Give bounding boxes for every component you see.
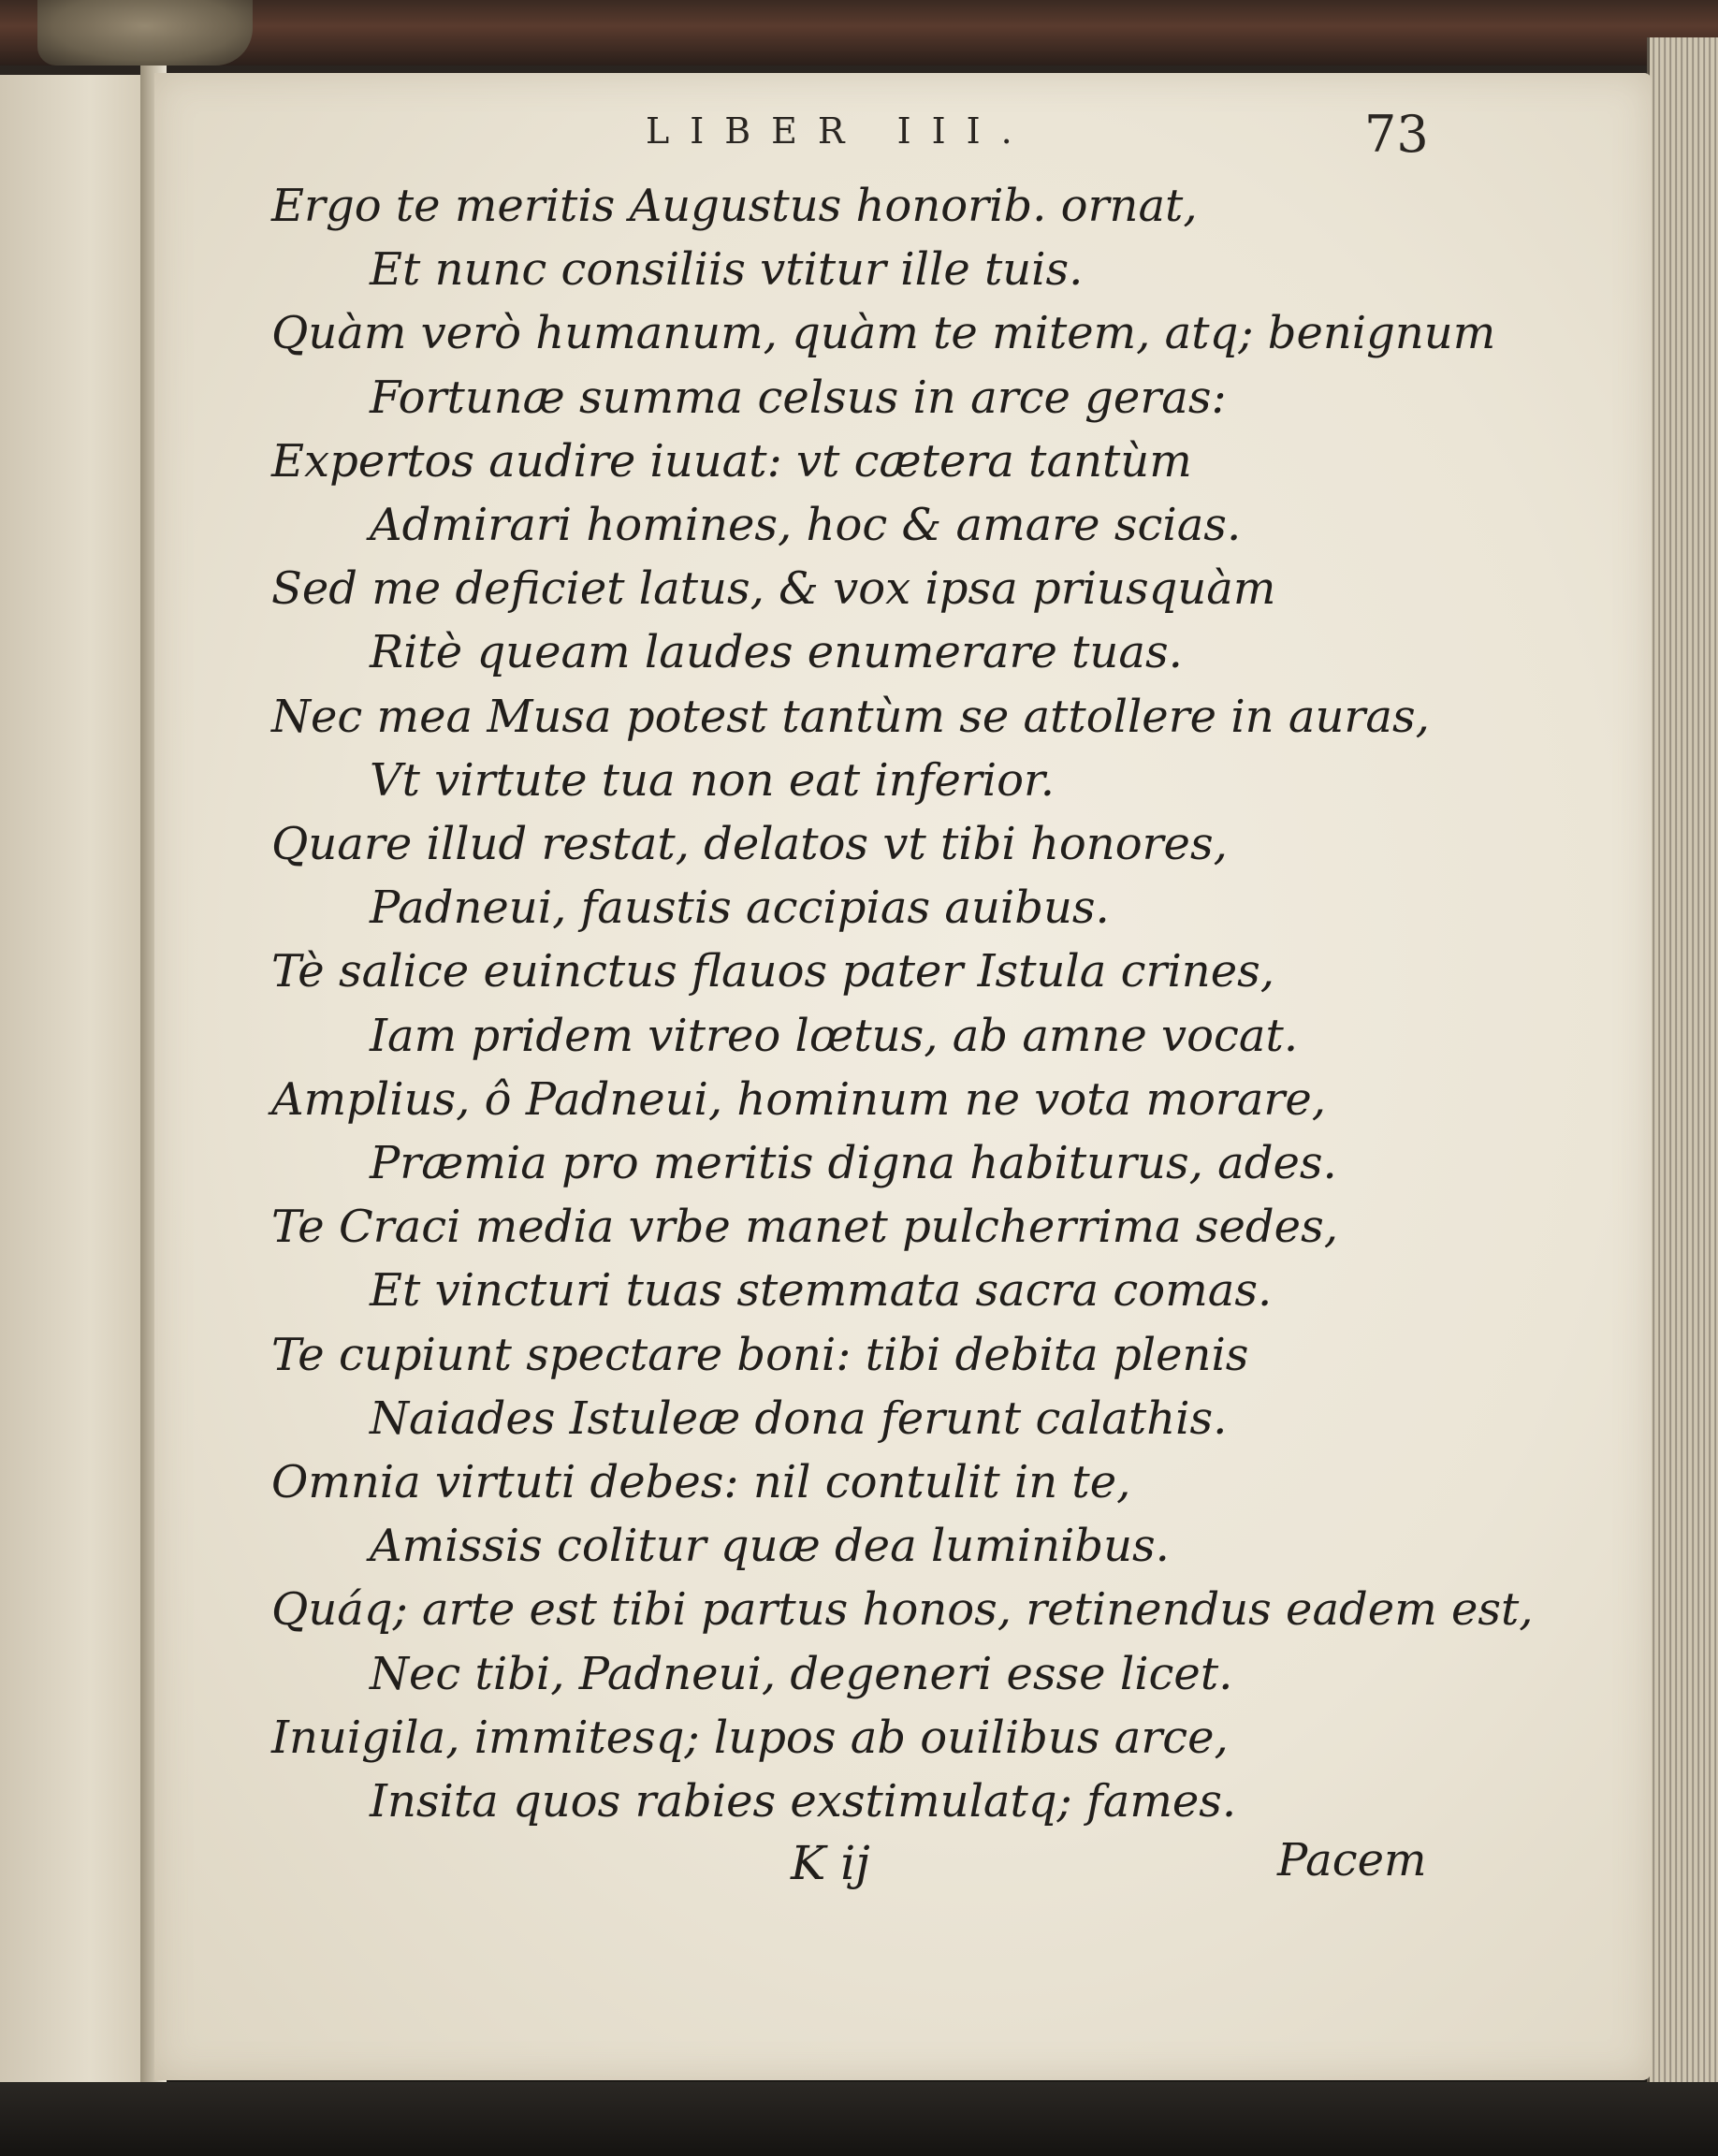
page-number: 73 — [1364, 105, 1429, 164]
verse-line: Amplius, ô Padneui, hominum ne vota morare, — [271, 1072, 1327, 1126]
catchword: Pacem — [1277, 1834, 1427, 1886]
signature-mark: K ij — [791, 1836, 870, 1890]
verse-line: Et vincturi tuas stemmata sacra comas. — [370, 1264, 1273, 1318]
verse-line: Inuigila, immitesq; lupos ab ouilibus arce, — [271, 1711, 1229, 1764]
running-head: LIBER III. — [646, 110, 1033, 152]
verse-line: Padneui, faustis accipias auibus. — [370, 881, 1110, 935]
verse-block — [271, 174, 1534, 1833]
verse-line: Et nunc consiliis vtitur ille tuis. — [370, 243, 1084, 297]
verse-line: Admirari homines, hoc & amare scias. — [370, 499, 1242, 552]
verse-line: Vt virtute tua non eat inferior. — [370, 753, 1055, 807]
verse-line: Quàm verò humanum, quàm te mitem, atq; benignum — [271, 307, 1496, 360]
verse-line: Te cupiunt spectare boni: tibi debita plenis — [271, 1328, 1249, 1381]
verse-line: Insita quos rabies exstimulatq; fames. — [370, 1775, 1237, 1828]
left-page-edge — [0, 75, 152, 2087]
verse-line: Nec mea Musa potest tantùm se attollere in auras, — [271, 690, 1430, 743]
verse-line: Præmia pro meritis digna habiturus, ades. — [370, 1137, 1337, 1190]
binding-tie — [37, 0, 253, 66]
verse-line: Sed me deficiet latus, & vox ipsa priusquàm — [271, 562, 1276, 616]
verse-line: Expertos audire iuuat: vt cætera tantùm — [271, 434, 1192, 488]
verse-line: Amissis colitur quæ dea luminibus. — [370, 1520, 1170, 1573]
verse-line: Quáq; arte est tibi partus honos, retinendus eadem est, — [271, 1583, 1534, 1637]
verse-line: Fortunæ summa celsus in arce geras: — [370, 371, 1227, 424]
verse-line: Ergo te meritis Augustus honorib. ornat, — [271, 180, 1198, 232]
page-edges — [1647, 37, 1718, 2096]
verse-line: Nec tibi, Padneui, degeneri esse licet. — [370, 1647, 1233, 1700]
verse-line: Tè salice euinctus flauos pater Istula crines, — [271, 945, 1275, 998]
verse-line: Quare illud restat, delatos vt tibi honores, — [271, 818, 1228, 871]
verse-line: Naiades Istuleæ dona ferunt calathis. — [370, 1391, 1228, 1445]
verse-line: Te Craci media vrbe manet pulcherrima sedes, — [271, 1201, 1338, 1254]
verse-line: Omnia virtuti debes: nil contulit in te, — [271, 1456, 1131, 1509]
verse-line: Ritè queam laudes enumerare tuas. — [370, 626, 1183, 679]
verse-line: Iam pridem vitreo lœtus, ab amne vocat. — [370, 1009, 1299, 1062]
table-surface — [0, 2082, 1718, 2156]
book-binding — [0, 0, 1718, 66]
